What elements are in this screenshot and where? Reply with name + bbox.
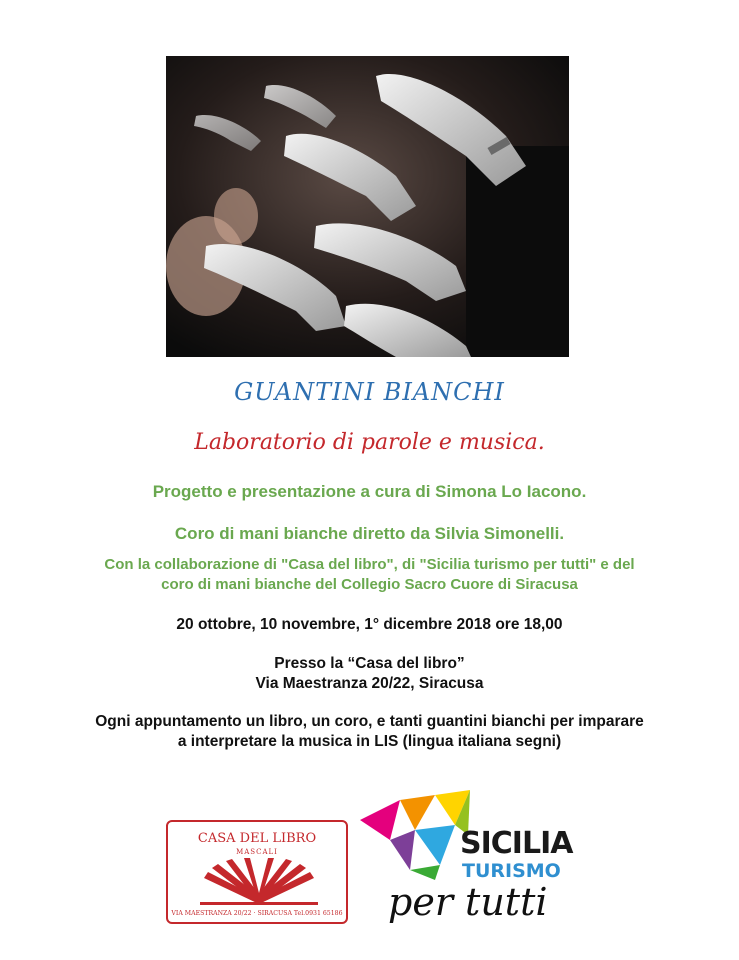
logo-casa-city: MASCALI [236,848,278,856]
choir-credit: Coro di mani bianche diretto da Silvia Simonelli. [174,524,565,543]
venue-address: Via Maestranza 20/22, Siracusa [255,675,484,692]
collaboration-line-1: Con la collaborazione di "Casa del libro", di "Sicilia turismo per tutti" e del [104,556,635,573]
event-dates: 20 ottobre, 10 novembre, 1° dicembre 2018 ore 18,00 [176,616,563,633]
white-gloves-image [166,56,569,357]
event-title: GUANTINI BIANCHI [234,378,505,406]
collaboration-line-2: coro di mani bianche del Collegio Sacro Cuore di Siracusa [161,576,578,593]
description-line-1: Ogni appuntamento un libro, un coro, e tanti guantini bianchi per imparare [95,713,644,730]
logo-casa-address: VIA MAESTRANZA 20/22 · SIRACUSA Tel.0931 65186 [171,910,343,917]
logo-sicilia-line1: SICILIA [460,826,573,861]
hero-photo [166,56,569,357]
casa-del-libro-logo [166,820,348,924]
event-subtitle: Laboratorio di parole e musica. [194,430,545,455]
venue-name: Presso la “Casa del libro” [274,655,465,672]
open-book-icon [194,858,324,906]
sicilia-turismo-logo [360,790,590,924]
logo-sicilia-line2: TURISMO [462,860,561,882]
logo-sicilia-line3: per tutti [388,880,548,924]
project-credit: Progetto e presentazione a cura di Simona Lo Iacono. [152,482,587,501]
logo-casa-name: CASA DEL LIBRO [197,831,317,846]
description-line-2: a interpretare la musica in LIS (lingua italiana segni) [177,733,562,750]
triangles-mark-icon [360,790,470,880]
